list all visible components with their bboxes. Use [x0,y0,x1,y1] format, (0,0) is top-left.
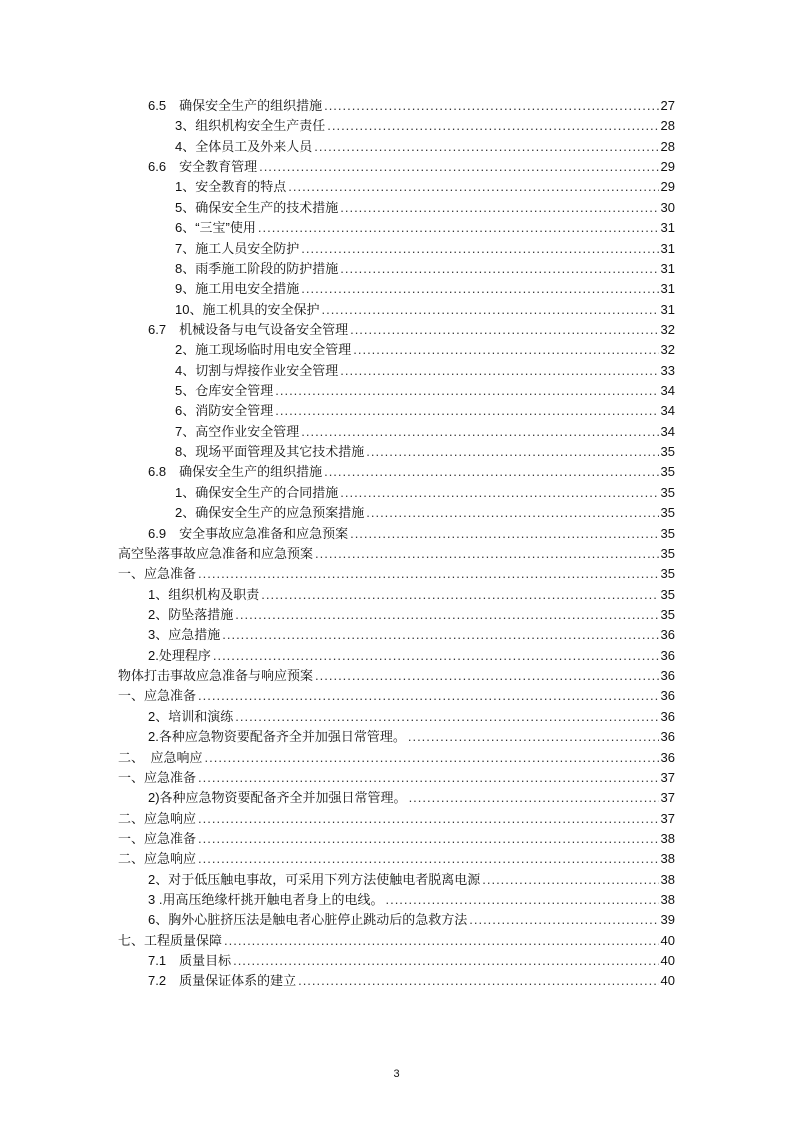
dot-leader [261,585,658,605]
toc-entry-title: 7.1 质量目标 [148,953,232,969]
toc-entry-title: 高空坠落事故应急准备和应急预案 [118,545,314,561]
toc-entry[interactable] [148,646,675,666]
toc-entry[interactable] [118,809,675,829]
dot-leader [288,177,658,197]
toc-entry-page: 36 [660,749,675,765]
toc-entry-page: 39 [660,912,675,928]
dot-leader [301,239,658,259]
dot-leader [340,259,658,279]
dot-leader [408,727,659,747]
toc-entry-page: 35 [660,505,675,521]
toc-entry-page: 31 [660,301,675,317]
dot-leader [350,524,658,544]
toc-entry[interactable] [118,748,675,768]
toc-entry-title: 一、应急准备 [118,830,197,846]
toc-entry[interactable] [175,381,675,401]
toc-entry-title: 6.7 机械设备与电气设备安全管理 [148,321,349,337]
toc-entry[interactable] [148,524,675,544]
toc-entry-title: 物体打击事故应急准备与响应预案 [118,668,314,684]
toc-entry-page: 35 [660,545,675,561]
toc-entry[interactable] [175,503,675,523]
toc-entry-page: 38 [660,892,675,908]
toc-entry[interactable] [175,422,675,442]
toc-entry[interactable] [148,320,675,340]
dot-leader [469,910,658,930]
toc-entry-title: 2)各种应急物资要配备齐全并加强日常管理。 [148,790,407,806]
toc-entry[interactable] [148,625,675,645]
dot-leader [258,218,659,238]
toc-entry-title: 6.8 确保安全生产的组织措施 [148,464,323,480]
toc-entry[interactable] [148,890,675,910]
toc-entry[interactable] [118,768,675,788]
toc-entry-page: 31 [660,240,675,256]
dot-leader [213,646,659,666]
dot-leader [482,870,658,890]
dot-leader [324,96,658,116]
dot-leader [301,279,658,299]
toc-entry-title: 2.各种应急物资要配备齐全并加强日常管理。 [148,729,406,745]
toc-entry-title: 2、防坠落措施 [148,607,234,622]
toc-entry-title: 6、消防安全管理 [175,403,274,419]
toc-entry-title: 8、雨季施工阶段的防护措施 [175,260,339,276]
dot-leader [198,686,659,706]
toc-entry[interactable] [148,707,675,727]
dot-leader [224,931,659,951]
dot-leader [366,442,658,462]
toc-entry-page: 38 [660,851,675,867]
dot-leader [275,401,658,421]
toc-entry[interactable] [175,279,675,299]
dot-leader [340,198,658,218]
dot-leader [259,157,658,177]
toc-entry[interactable] [148,462,675,482]
toc-entry[interactable] [148,951,675,971]
dot-leader [340,483,658,503]
toc-entry[interactable] [175,401,675,421]
dot-leader [198,768,659,788]
toc-entry-page: 34 [660,383,675,399]
toc-entry-page: 35 [660,586,675,602]
dot-leader [366,503,658,523]
toc-entry-page: 31 [660,260,675,276]
toc-entry-title: 3、组织机构安全生产责任 [175,118,326,134]
toc-entry[interactable] [148,971,675,991]
toc-entry[interactable] [118,666,675,686]
dot-leader [298,971,658,991]
dot-leader [198,809,659,829]
toc-entry[interactable] [148,788,675,808]
toc-entry-page: 33 [660,362,675,378]
dot-leader [324,462,658,482]
toc-entry-page: 32 [660,321,675,337]
toc-entry-page: 31 [660,220,675,236]
dot-leader [340,361,658,381]
dot-leader [198,849,659,869]
toc-entry-page: 29 [660,179,675,195]
toc-entry-page: 37 [660,810,675,826]
toc-entry[interactable] [175,177,675,197]
toc-entry-title: 4、全体员工及外来人员 [175,138,313,154]
toc-entry[interactable] [118,544,675,564]
dot-leader [314,137,658,157]
toc-entry[interactable] [118,564,675,584]
toc-entry-page: 37 [660,790,675,806]
toc-entry-page: 31 [660,281,675,297]
toc-entry-page: 36 [660,668,675,684]
toc-entry-title: 5、仓库安全管理 [175,383,274,399]
toc-entry-title: 一、应急准备 [118,566,197,582]
dot-leader [385,890,658,910]
dot-leader [353,340,658,360]
toc-entry-title: 8、现场平面管理及其它技术措施 [175,444,365,460]
toc-entry-title: 6.5 确保安全生产的组织措施 [148,98,323,113]
toc-entry-title: 6、胸外心脏挤压法是触电者心脏停止跳动后的急救方法 [148,912,468,928]
toc-entry-title: 2、施工现场临时用电安全管理 [175,342,352,358]
dot-leader [198,564,659,584]
toc-entry[interactable] [118,829,675,849]
toc-entry[interactable] [118,686,675,706]
dot-leader [222,625,658,645]
toc-entry-title: 2.处理程序 [148,647,211,663]
toc-entry[interactable] [118,931,675,951]
toc-entry-page: 36 [660,647,675,663]
toc-entry-title: 2、培训和演练 [148,708,234,724]
toc-entry[interactable] [175,442,675,462]
toc-entry-page: 40 [660,932,675,948]
toc-entry-page: 35 [660,566,675,582]
dot-leader [350,320,658,340]
dot-leader [275,381,658,401]
toc-entry-page: 34 [660,403,675,419]
toc-entry-title: 一、应急准备 [118,688,197,704]
dot-leader [235,707,658,727]
toc-entry-page: 36 [660,688,675,704]
toc-entry-title: 6、“三宝”使用 [175,220,256,236]
toc-entry-page: 29 [660,159,675,175]
toc-entry-page: 36 [660,729,675,745]
toc-entry[interactable] [175,218,675,238]
toc-entry-title: 3 .用高压绝缘杆挑开触电者身上的电线。 [148,892,384,908]
toc-entry-page: 35 [660,444,675,460]
toc-entry-title: 3、应急措施 [148,627,221,643]
toc-entry-title: 10、施工机具的安全保护 [175,301,320,317]
toc-entry-page: 40 [660,953,675,969]
dot-leader [327,116,658,136]
toc-entry-title: 1、安全教育的特点 [175,179,287,195]
toc-entry[interactable] [175,300,675,320]
toc-entry-title: 二、应急响应 [118,851,197,867]
toc-entry[interactable] [175,198,675,218]
toc-entry-page: 32 [660,342,675,358]
toc-entry-title: 6.6 安全教育管理 [148,159,258,175]
toc-entry[interactable] [148,585,675,605]
toc-entry[interactable] [175,259,675,279]
toc-entry-page: 35 [660,484,675,500]
toc-entry-page: 38 [660,830,675,846]
toc-entry-page: 34 [660,423,675,439]
toc-entry-title: 9、施工用电安全措施 [175,281,300,297]
toc-entry[interactable] [175,340,675,360]
dot-leader [409,788,659,808]
dot-leader [233,951,658,971]
dot-leader [205,748,659,768]
dot-leader [235,605,658,625]
toc-entry-title: 1、确保安全生产的合同措施 [175,484,339,500]
toc-entry-title: 4、切割与焊接作业安全管理 [175,362,339,378]
toc-entry-page: 28 [660,138,675,154]
toc-entry-page: 36 [660,627,675,643]
toc-entry-page: 30 [660,199,675,215]
toc-entry[interactable] [175,137,675,157]
toc-entry-page: 40 [660,973,675,989]
toc-entry-title: 1、组织机构及职责 [148,586,260,602]
toc-entry-page: 27 [660,98,675,113]
dot-leader [315,666,659,686]
toc-entry[interactable] [148,605,675,625]
toc-entry-title: 5、确保安全生产的技术措施 [175,199,339,215]
toc-entry[interactable] [148,96,675,116]
toc-entry-title: 二、应急响应 [118,810,197,826]
toc-entry-page: 35 [660,464,675,480]
toc-entry-page: 35 [660,525,675,541]
toc-entry-page: 38 [660,871,675,887]
toc-entry-title: 6.9 安全事故应急准备和应急预案 [148,525,349,541]
toc-entry[interactable] [148,910,675,930]
toc-entry-title: 一、应急准备 [118,769,197,785]
toc-entry-title: 2、对于低压触电事故，可采用下列方法使触电者脱离电源 [148,871,481,887]
toc-entry[interactable] [148,870,675,890]
toc-entry[interactable] [148,157,675,177]
toc-entry[interactable] [175,239,675,259]
dot-leader [315,544,659,564]
dot-leader [301,422,658,442]
toc-entry-title: 2、确保安全生产的应急预案措施 [175,505,365,521]
page-number: 3 [393,1068,400,1080]
toc-entry[interactable] [175,361,675,381]
toc-entry[interactable] [175,116,675,136]
toc-entry-title: 二、 应急响应 [118,749,203,765]
dot-leader [321,300,658,320]
dot-leader [198,829,659,849]
toc-entry-title: 7、施工人员安全防护 [175,240,300,256]
toc-entry-title: 7.2 质量保证体系的建立 [148,973,297,989]
toc-entry-page: 28 [660,118,675,134]
toc-entry[interactable] [175,483,675,503]
toc-entry-page: 36 [660,708,675,724]
toc-entry[interactable] [118,849,675,869]
toc-entry-title: 七、工程质量保障 [118,932,223,948]
toc-entry-title: 7、高空作业安全管理 [175,423,300,439]
toc-entry-page: 37 [660,769,675,785]
toc-entry[interactable] [148,727,675,747]
toc-entry-page: 35 [660,607,675,622]
